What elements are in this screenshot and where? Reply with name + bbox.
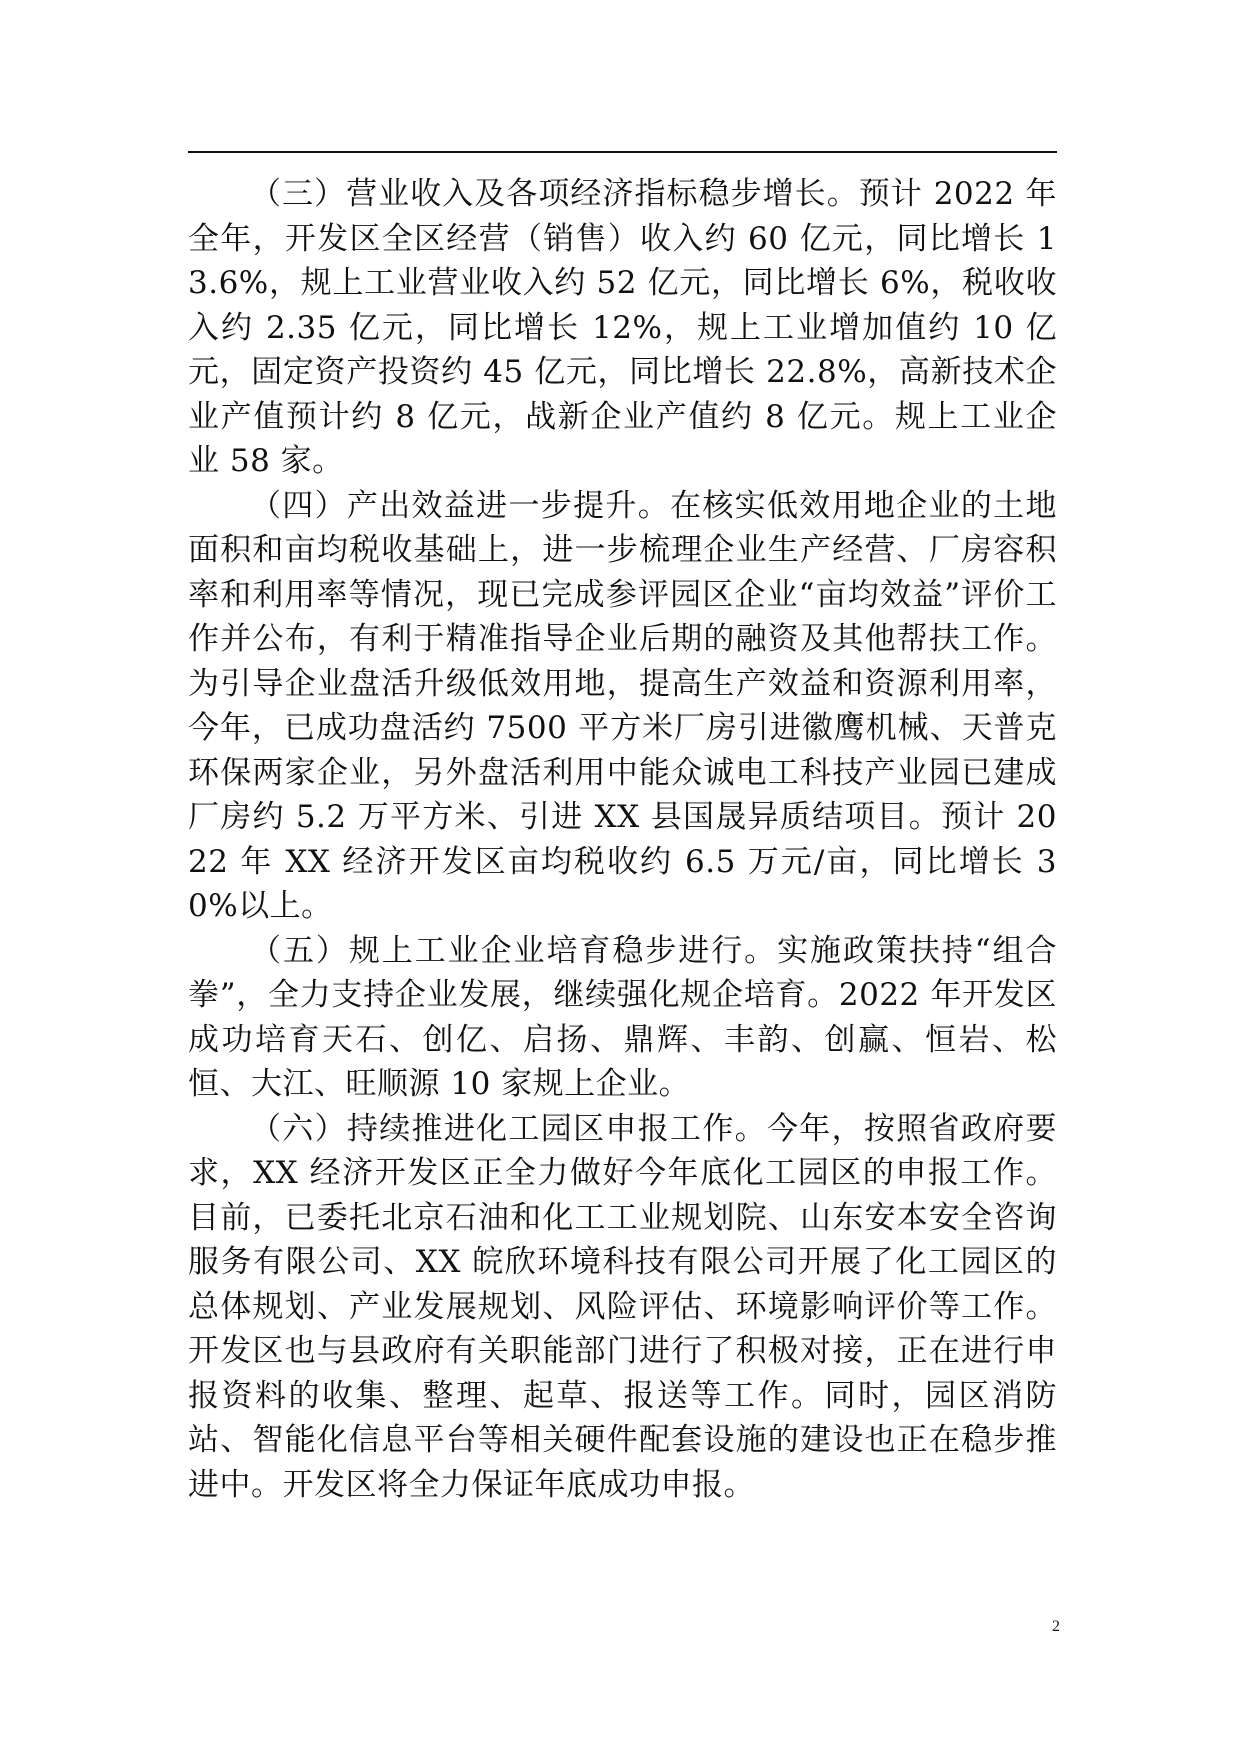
paragraph-section-4: （四）产出效益进一步提升。在核实低效用地企业的土地面积和亩均税收基础上，进一步梳理企业生产经营、厂房容积率和利用率等情况，现已完成参评园区企业“亩均效益”评价工作并公布，有利于精准指导企业后期的融资及其他帮扶工作。为引导企业盘活升级低效用地，提高生产效益和资源利用率，今年，已成功盘活约 7500 平方米厂房引进徽鹰机械、天普克环保两家企业，另外盘活利用中能众诚电工科技产业园已建成厂房约 5.2 万平方米、引进 XX 县国晟异质结项目。预计 2022 年 XX 经济开发区亩均税收约 6.5 万元/亩，同比增长 30%以上。 [188,487,1057,924]
paragraph-section-3: （三）营业收入及各项经济指标稳步增长。预计 2022 年全年，开发区全区经营（销售）收入约 60 亿元，同比增长 13.6%，规上工业营业收入约 52 亿元，同比增长 6%，税收收入约 2.35 亿元，同比增长 12%，规上工业增加值约 10 亿元，固定资产投资约 45 亿元，同比增长 22.8%，高新技术企业产值预计约 8 亿元，战新企业产值约 8 亿元。规上工业企业 58 家。 [188,176,1057,479]
header-rule [188,151,1057,153]
document-body [188,172,1057,1507]
paragraph-section-6: （六）持续推进化工园区申报工作。今年，按照省政府要求，XX 经济开发区正全力做好今年底化工园区的申报工作。目前，已委托北京石油和化工工业规划院、山东安本安全咨询服务有限公司、XX 皖欣环境科技有限公司开展了化工园区的总体规划、产业发展规划、风险评估、环境影响评价等工作。开发区也与县政府有关职能部门进行了积极对接，正在进行申报资料的收集、整理、起草、报送等工作。同时，园区消防站、智能化信息平台等相关硬件配套设施的建设也正在稳步推进中。开发区将全力保证年底成功申报。 [188,1110,1057,1503]
page-number: 2 [1052,1618,1060,1635]
paragraph-section-5: （五）规上工业企业培育稳步进行。实施政策扶持“组合拳”，全力支持企业发展，继续强化规企培育。2022 年开发区成功培育天石、创亿、启扬、鼎辉、丰韵、创赢、恒岩、松恒、大江、旺顺源 10 家规上企业。 [188,932,1057,1102]
